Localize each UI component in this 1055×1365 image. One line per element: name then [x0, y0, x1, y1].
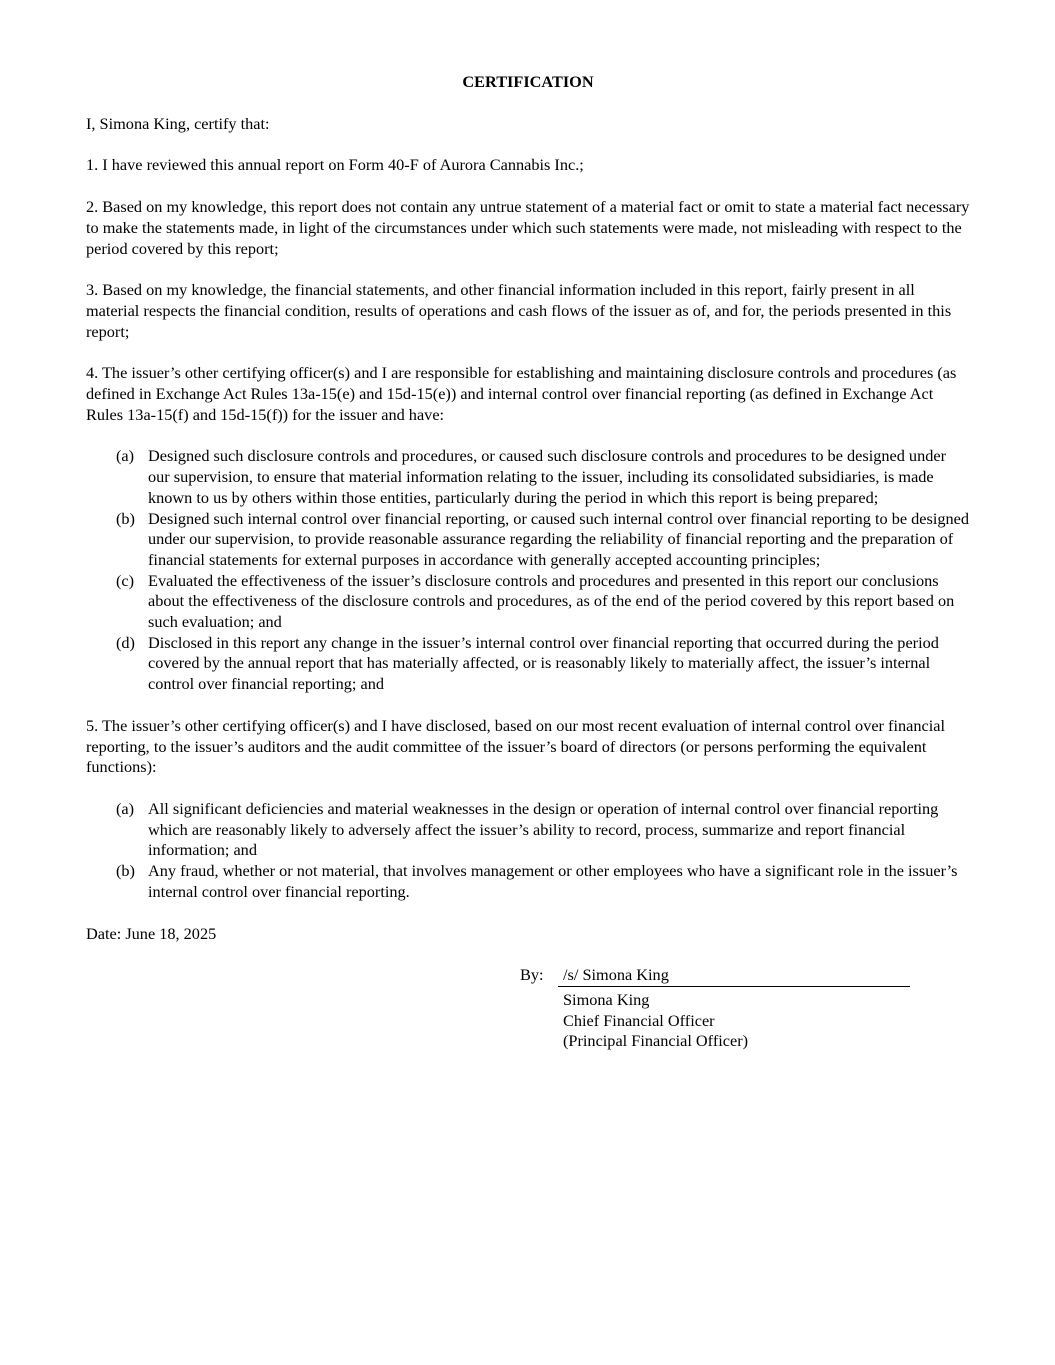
signatory-name: Simona King	[563, 990, 650, 1009]
signatory-details	[563, 990, 748, 1052]
list-item-label: (c)	[116, 570, 135, 590]
paragraph-2: 2. Based on my knowledge, this report does not contain any untrue statement of a material fact or omit to state a material fact necessary to make the statements made, in light of the circumstances under which such statements were made, not misleading with respect to the period covered by this report;	[86, 197, 970, 258]
list-item-label: (d)	[116, 632, 135, 652]
paragraph-4-list	[86, 446, 970, 694]
signatory-role: (Principal Financial Officer)	[563, 1031, 749, 1051]
list-item	[86, 633, 970, 695]
list-item-label: (b)	[116, 508, 135, 528]
intro-line: I, Simona King, certify that:	[86, 113, 270, 133]
list-item-text: Any fraud, whether or not material, that involves management or other employees who have a significant role in the issuer’s internal control over financial reporting.	[148, 861, 958, 901]
list-item-text: Disclosed in this report any change in the issuer’s internal control over financial reporting that occurred during the period covered by the annual report that has materially affected, or is reasonably likely to materially affect, the issuer’s internal control over financial reporting; and	[148, 632, 939, 694]
list-item	[86, 571, 970, 633]
list-item	[86, 861, 970, 902]
list-item-label: (a)	[116, 798, 135, 818]
list-item	[86, 799, 970, 861]
paragraph-5-list	[86, 799, 970, 903]
list-item	[86, 446, 970, 508]
paragraph-4: 4. The issuer’s other certifying officer(s) and I are responsible for establishing and maintaining disclosure controls and procedures (as defined in Exchange Act Rules 13a-15(e) and 15d-15(e)) and internal control over financial reporting (as defined in Exchange Act Rules 13a-15(f) and 15d-15(f)) for the issuer and have:	[86, 363, 957, 424]
signature-by-label: By:	[520, 965, 544, 984]
list-item-text: All significant deficiencies and material weaknesses in the design or operation of internal control over financial reporting which are reasonably likely to adversely affect the issuer’s ability to record, process, summarize and report financial information; and	[148, 798, 939, 860]
paragraph-5: 5. The issuer’s other certifying officer(s) and I have disclosed, based on our most recent evaluation of internal control over financial reporting, to the issuer’s auditors and the audit committee of the issuer’s board of directors (or persons performing the equivalent functions):	[86, 715, 946, 777]
certification-date: Date: June 18, 2025	[86, 923, 217, 943]
list-item-text: Designed such disclosure controls and procedures, or caused such disclosure controls and procedures to be designed under our supervision, to ensure that material information relating to the issuer, including its consolidated subsidiaries, is made known to us by others within those entities, particularly during the period in which this report is being prepared;	[148, 446, 947, 507]
document-title: CERTIFICATION	[462, 72, 594, 91]
list-item-label: (b)	[116, 861, 135, 881]
list-item	[86, 509, 970, 571]
list-item-text: Evaluated the effectiveness of the issuer’s disclosure controls and procedures and presented in this report our conclusions about the effectiveness of the disclosure controls and procedures, as of the end of the period covered by this report based on such evaluation; and	[148, 570, 955, 632]
paragraph-1: 1. I have reviewed this annual report on Form 40-F of Aurora Cannabis Inc.;	[86, 155, 584, 175]
paragraph-3: 3. Based on my knowledge, the financial statements, and other financial information included in this report, fairly present in all material respects the financial condition, results of operations and cash flows of the issuer as of, and for, the periods presented in this report;	[86, 280, 952, 341]
signatory-title: Chief Financial Officer	[563, 1010, 715, 1030]
signature-text: /s/ Simona King	[563, 965, 669, 984]
list-item-text: Designed such internal control over financial reporting, or caused such internal control over financial reporting to be designed under our supervision, to provide reasonable assurance regarding the reliability of financial reporting and the preparation of financial statements for external purposes in accordance with generally accepted accounting principles;	[148, 508, 970, 569]
signature-line	[558, 965, 910, 987]
certification-document	[86, 72, 970, 944]
list-item-label: (a)	[116, 446, 135, 466]
